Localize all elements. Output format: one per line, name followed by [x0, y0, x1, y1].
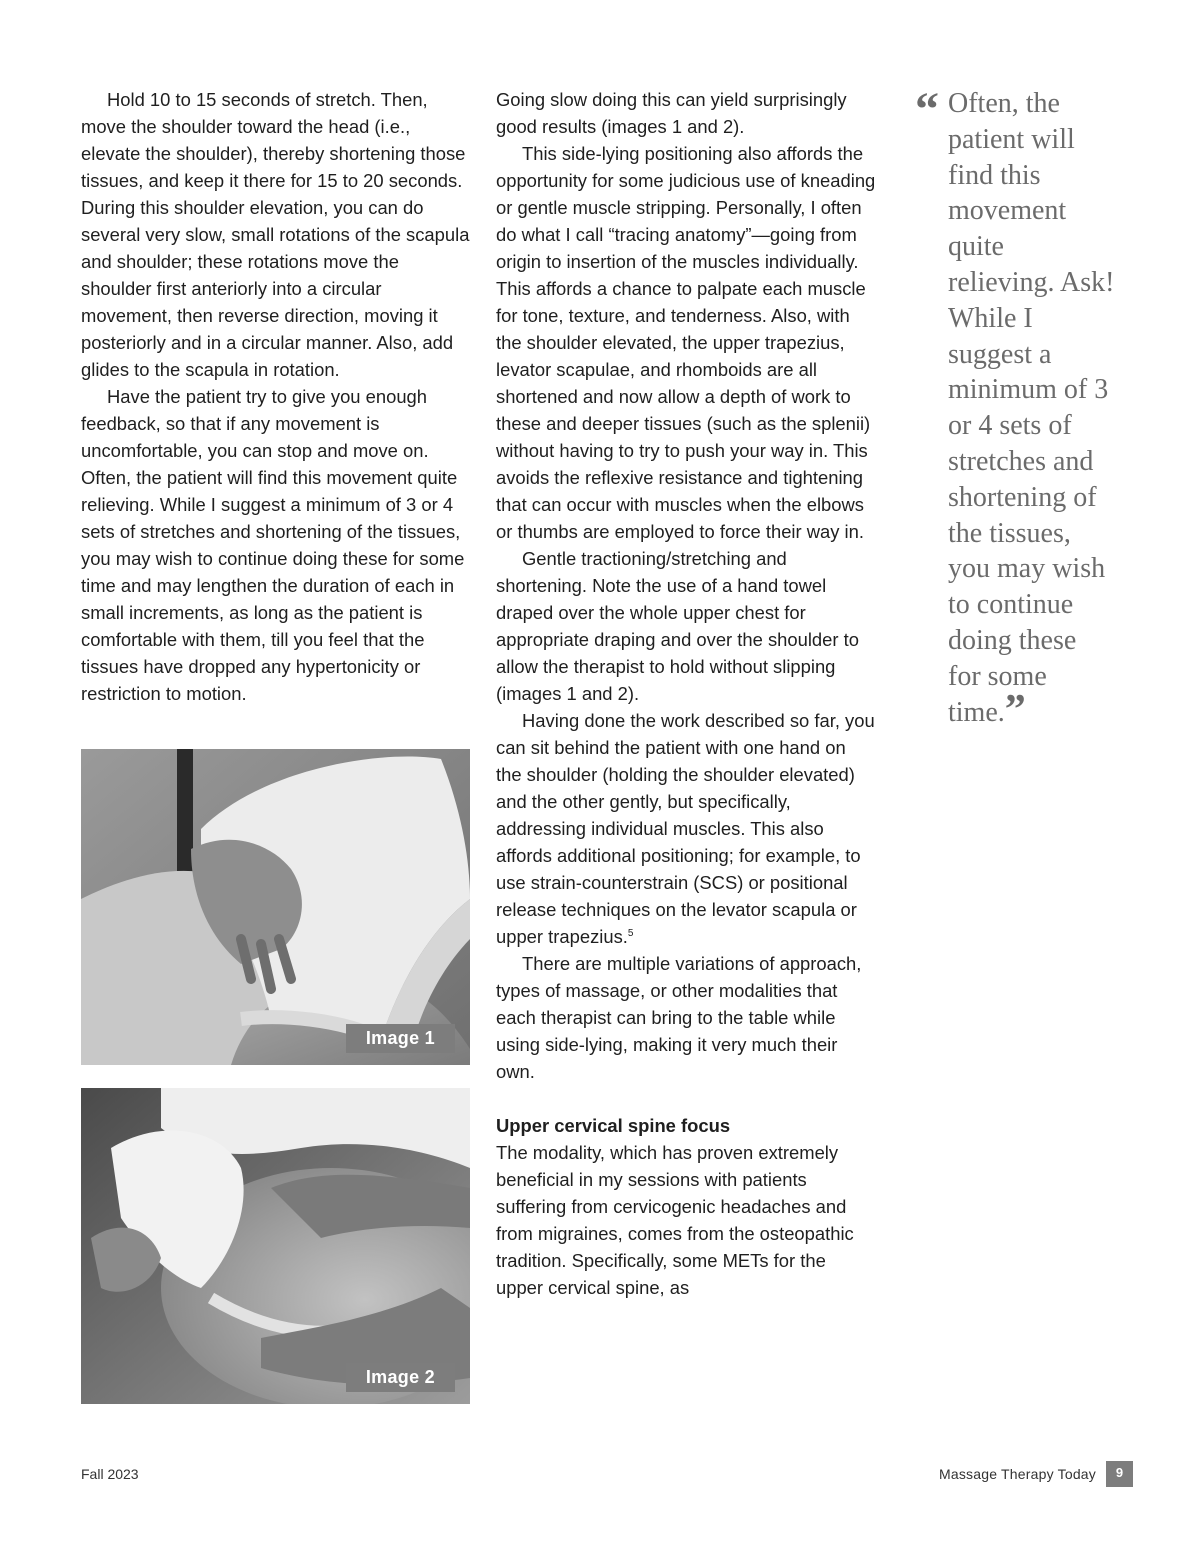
body-paragraph: Going slow doing this can yield surprisingly good results (images 1 and 2). — [496, 89, 847, 137]
photo-image-1 — [81, 749, 470, 1065]
body-paragraph — [496, 707, 876, 950]
reference-superscript: 5 — [627, 928, 634, 939]
pull-quote — [915, 83, 1115, 733]
close-quote-mark: ” — [1004, 686, 1026, 733]
footer-issue: Fall 2023 — [81, 1466, 139, 1482]
open-quote-mark: “ — [915, 83, 939, 136]
image-caption-paragraph: Gentle tractioning/stretching and shortening. Note the use of a hand towel draped over the whole upper chest for appropriate draping and over the shoulder to allow the therapist to hold without slipping (images 1 and 2). — [496, 548, 859, 704]
body-paragraph: The modality, which has proven extremely beneficial in my sessions with patients suffering from cervicogenic headaches and from migraines, comes from the osteopathic tradition. Specifically, some METs for the upper cervical spine, as — [496, 1142, 854, 1298]
image-label: Image 2 — [346, 1363, 455, 1392]
article-column-middle — [496, 86, 876, 1301]
pull-quote-text: Often, the patient will find this movement quite relieving. Ask! While I suggest a minimum of 3 or 4 sets of stretches and shortening of the tissues, you may wish to continue doing these for some time. — [948, 88, 1115, 728]
body-text: Having done the work described so far, you can sit behind the patient with one hand on the shoulder (holding the shoulder elevated) and the other gently, but specifically, addressing individual muscles. This also affords additional positioning; for example, to use strain-counterstrain (SCS) or positional release techniques on the levator scapula or upper trapezius. — [496, 710, 875, 947]
photo-hands-towel-shoulder — [81, 749, 470, 1065]
article-column-left — [81, 86, 473, 707]
body-paragraph: Have the patient try to give you enough feedback, so that if any movement is uncomfortable, you can stop and move on. Often, the patient will find this movement quite relieving. While I suggest a minimum of 3 or 4 sets of stretches and shortening of the tissues, you may wish to continue doing these for some time and may lengthen the duration of each in small increments, as long as the patient is comfortable with them, till you feel that the tissues have dropped any hypertonicity or restriction to motion. — [81, 386, 465, 704]
photo-hands-on-shoulder — [81, 1088, 470, 1404]
photo-image-2 — [81, 1088, 470, 1404]
image-label: Image 1 — [346, 1024, 455, 1053]
body-paragraph: There are multiple variations of approach, types of massage, or other modalities that each therapist can bring to the table while using side-lying, making it very much their own. — [496, 953, 862, 1082]
pull-quote-body — [915, 83, 1115, 733]
body-paragraph: This side-lying positioning also affords the opportunity for some judicious use of kneading or gentle muscle stripping. Personally, I often do what I call “tracing anatomy”—going from origin to insertion of the muscles individually. This affords a chance to palpate each muscle for tone, texture, and tenderness. Also, with the shoulder elevated, the upper trapezius, levator scapulae, and rhomboids are all shortened and now allow a depth of work to these and deeper tissues (such as the splenii) without having to try to push your way in. This avoids the reflexive resistance and tightening that can occur with muscles when the elbows or thumbs are employed to force their way in. — [496, 143, 876, 542]
page-number-badge: 9 — [1106, 1461, 1133, 1487]
section-heading: Upper cervical spine focus — [496, 1115, 731, 1136]
body-paragraph: Hold 10 to 15 seconds of stretch. Then, move the shoulder toward the head (i.e., elevate the shoulder), thereby shortening those tissues, and keep it there for 15 to 20 seconds. During this shoulder elevation, you can do several very slow, small rotations of the scapula and shoulder; these rotations move the shoulder first anteriorly into a circular movement, then reverse direction, moving it posteriorly and in a circular manner. Also, add glides to the scapula in rotation. — [81, 89, 470, 380]
footer-publication: Massage Therapy Today — [939, 1466, 1096, 1482]
